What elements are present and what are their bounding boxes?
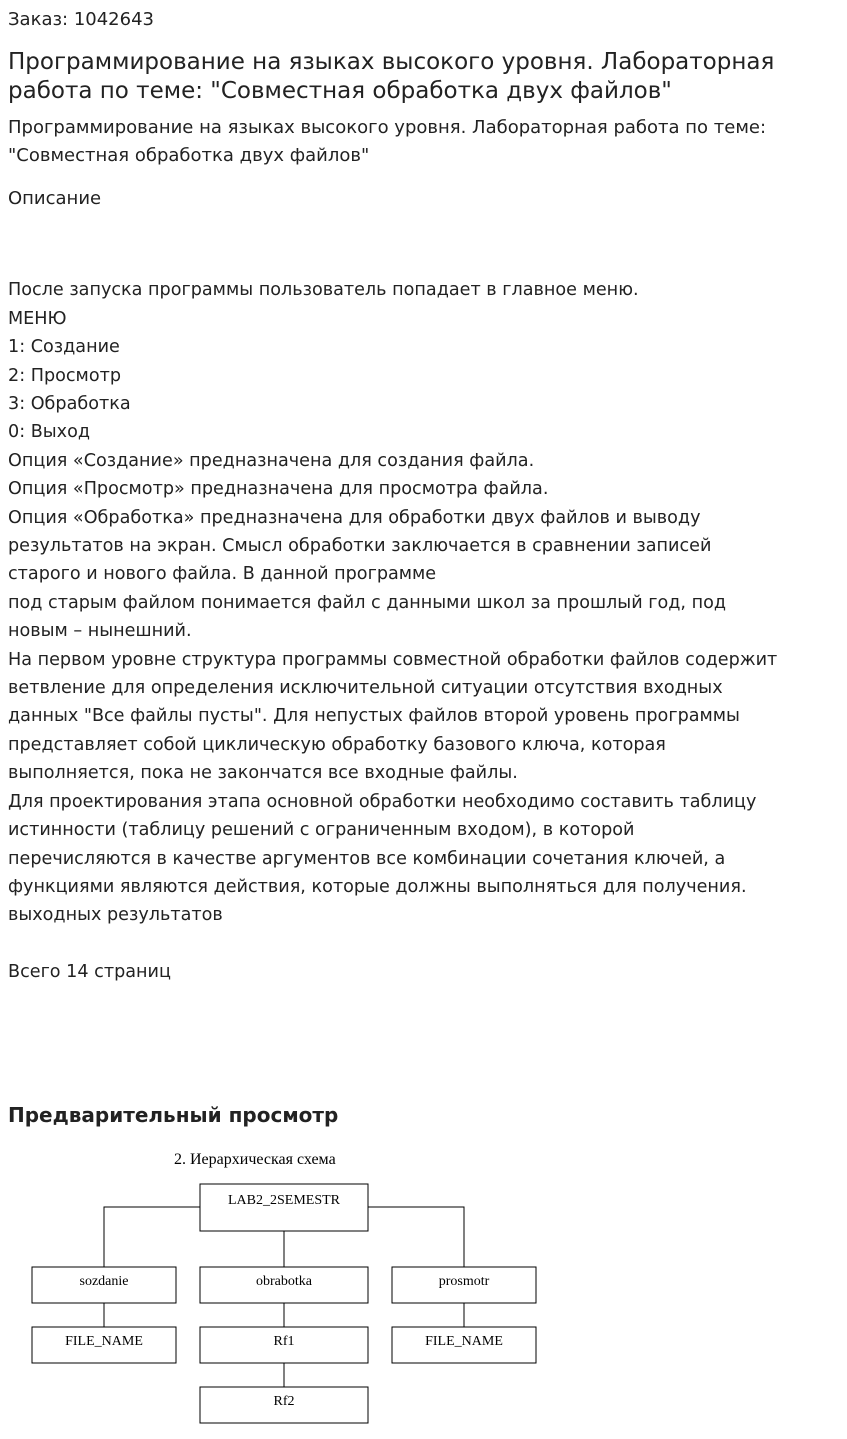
description-line: 3: Обработка xyxy=(8,394,131,415)
description-line: истинности (таблицу решений с ограниченным входом), в которой xyxy=(8,820,635,841)
description-line: выполняется, пока не закончатся все входные файлы. xyxy=(8,763,518,784)
node-label-prosmotr: prosmotr xyxy=(438,1274,490,1289)
description-line: 0: Выход xyxy=(8,422,91,443)
description-line: МЕНЮ xyxy=(8,308,67,329)
connector-root-sozdanie xyxy=(104,1207,200,1267)
node-label-root: LAB2_2SEMESTR xyxy=(227,1193,341,1208)
node-label-file-name-left: FILE_NAME xyxy=(65,1334,143,1349)
description-line: новым – нынешний. xyxy=(8,621,192,642)
page-title: Программирование на языках высокого уровня. Лабораторная работа по теме: "Совместная обработка двух файлов" xyxy=(8,49,775,104)
description-body xyxy=(8,248,842,987)
hierarchy-diagram xyxy=(8,1140,842,1430)
description-line: 1: Создание xyxy=(8,337,120,358)
preview-heading: Предварительный просмотр xyxy=(8,1103,339,1127)
description-line: После запуска программы пользователь попадает в главное меню. xyxy=(8,280,639,301)
description-line: данных "Все файлы пусты". Для непустых файлов второй уровень программы xyxy=(8,706,740,727)
description-line: под старым файлом понимается файл с данными школ за прошлый год, под xyxy=(8,592,727,613)
scheme-caption: 2. Иерархическая схема xyxy=(174,1151,336,1168)
description-line: перечисляются в качестве аргументов все комбинации сочетания ключей, а xyxy=(8,848,726,869)
connector-root-prosmotr xyxy=(368,1207,464,1267)
page-count: Всего 14 страниц xyxy=(8,962,171,983)
description-line xyxy=(8,248,842,276)
node-label-sozdanie: sozdanie xyxy=(79,1274,129,1289)
description-line: ветвление для определения исключительной ситуации отсутствия входных xyxy=(8,678,723,699)
page-subtitle: Программирование на языках высокого уровня. Лабораторная работа по теме: "Совместная обработка двух файлов" xyxy=(8,117,767,166)
node-label-file-name-right: FILE_NAME xyxy=(425,1334,503,1349)
description-line: старого и нового файла. В данной программе xyxy=(8,564,437,585)
order-number: Заказ: 1042643 xyxy=(8,9,154,30)
description-line: Опция «Создание» предназначена для создания файла. xyxy=(8,450,535,471)
description-line: На первом уровне структура программы совместной обработки файлов содержит xyxy=(8,649,778,670)
hierarchy-scheme xyxy=(8,1140,842,1430)
node-label-rf2: Rf2 xyxy=(273,1394,295,1409)
description-line: Опция «Просмотр» предназначена для просмотра файла. xyxy=(8,479,549,500)
description-heading: Описание xyxy=(8,188,102,209)
description-line: Для проектирования этапа основной обработки необходимо составить таблицу xyxy=(8,791,757,812)
description-line: выходных результатов xyxy=(8,905,223,926)
description-line: результатов на экран. Смысл обработки заключается в сравнении записей xyxy=(8,536,712,557)
description-line: представляет собой циклическую обработку базового ключа, которая xyxy=(8,734,666,755)
node-label-rf1: Rf1 xyxy=(273,1334,295,1349)
description-line: Опция «Обработка» предназначена для обработки двух файлов и выводу xyxy=(8,507,701,528)
description-line xyxy=(8,930,842,958)
description-line: 2: Просмотр xyxy=(8,365,122,386)
node-label-obrabotka: obrabotka xyxy=(256,1274,312,1289)
description-line: функциями являются действия, которые должны выполняться для получения. xyxy=(8,876,747,897)
